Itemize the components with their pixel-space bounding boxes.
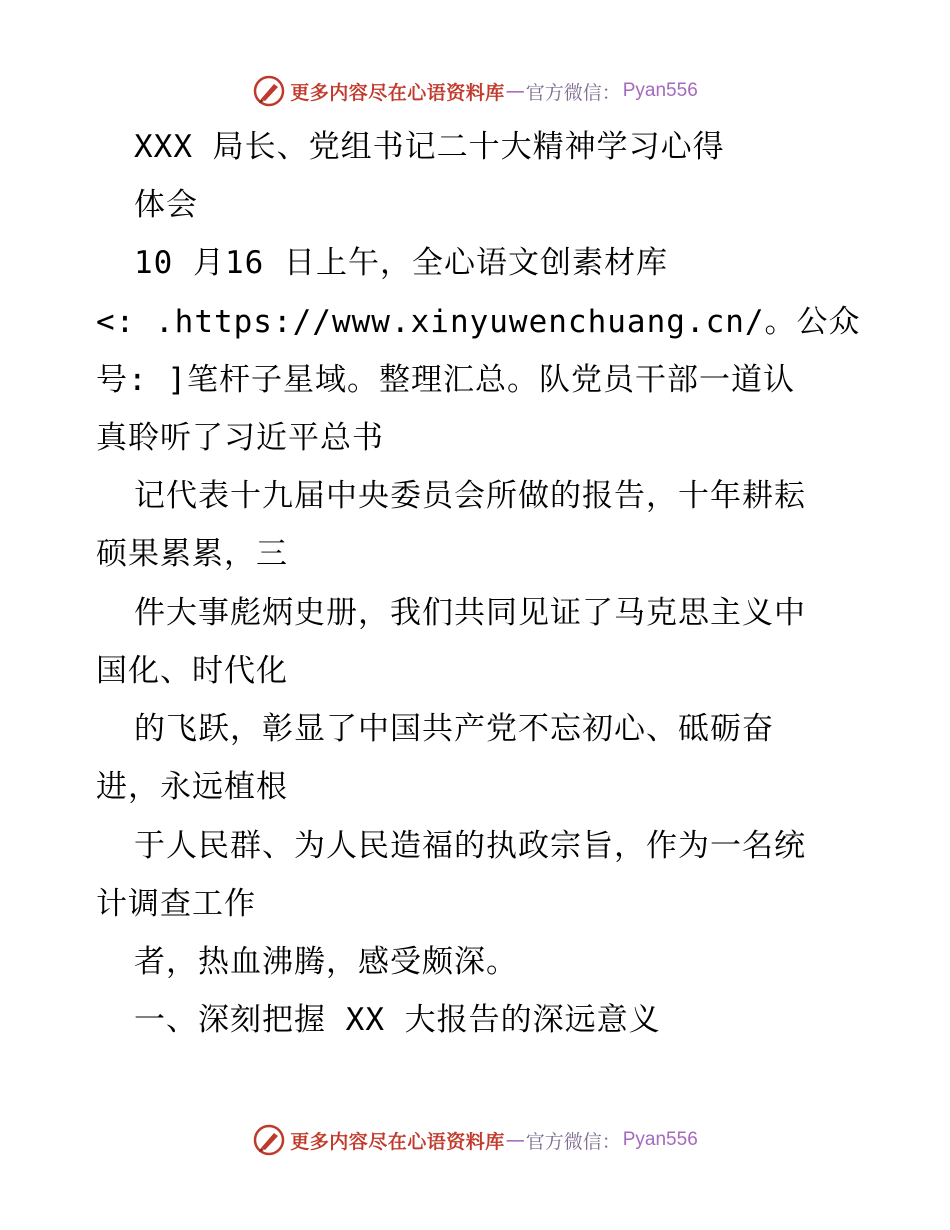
banner-brand: 更多内容尽在心语资料库	[290, 1130, 505, 1153]
doc-section-heading: 一、深刻把握 XX 大报告的深远意义	[134, 1002, 661, 1038]
doc-line: 硕果累累，三	[96, 536, 288, 572]
banner-label: 官方微信：	[525, 81, 621, 104]
doc-line: 的飞跃，彰显了中国共产党不忘初心、砥砺奋	[134, 711, 774, 747]
pen-logo-icon	[252, 1123, 286, 1157]
doc-line: 进，永远植根	[96, 769, 288, 805]
doc-line: 10 月16 日上午，全心语文创素材库	[134, 245, 668, 281]
pen-logo-icon	[252, 74, 286, 108]
footer-banner	[0, 1120, 950, 1160]
doc-line: 真聆听了习近平总书	[96, 420, 384, 456]
banner-label: 官方微信：	[525, 1130, 621, 1153]
doc-line: 计调查工作	[96, 886, 256, 922]
header-banner	[0, 71, 950, 111]
doc-line: 记代表十九届中央委员会所做的报告，十年耕耘	[134, 478, 806, 514]
doc-line: 于人民群、为人民造福的执政宗旨，作为一名统	[134, 828, 806, 864]
doc-line: 者，热血沸腾，感受颇深。	[134, 944, 518, 980]
doc-title-line-2: 体会	[134, 187, 198, 223]
doc-line: 号: ]笔杆子星域。整理汇总。队党员干部一道认	[96, 362, 795, 398]
doc-line: 件大事彪炳史册，我们共同见证了马克思主义中	[134, 595, 806, 631]
banner-dash: —	[505, 80, 525, 102]
banner-brand: 更多内容尽在心语资料库	[290, 81, 505, 104]
banner-handle: Pyan556	[622, 1129, 698, 1150]
doc-title-line-1: XXX 局长、党组书记二十大精神学习心得	[134, 129, 725, 165]
banner-dash: —	[505, 1129, 525, 1151]
doc-line: 国化、时代化	[96, 653, 288, 689]
doc-line: <: .https://www.xinyuwenchuang.cn/。公众	[96, 304, 861, 340]
banner-handle: Pyan556	[622, 80, 698, 101]
